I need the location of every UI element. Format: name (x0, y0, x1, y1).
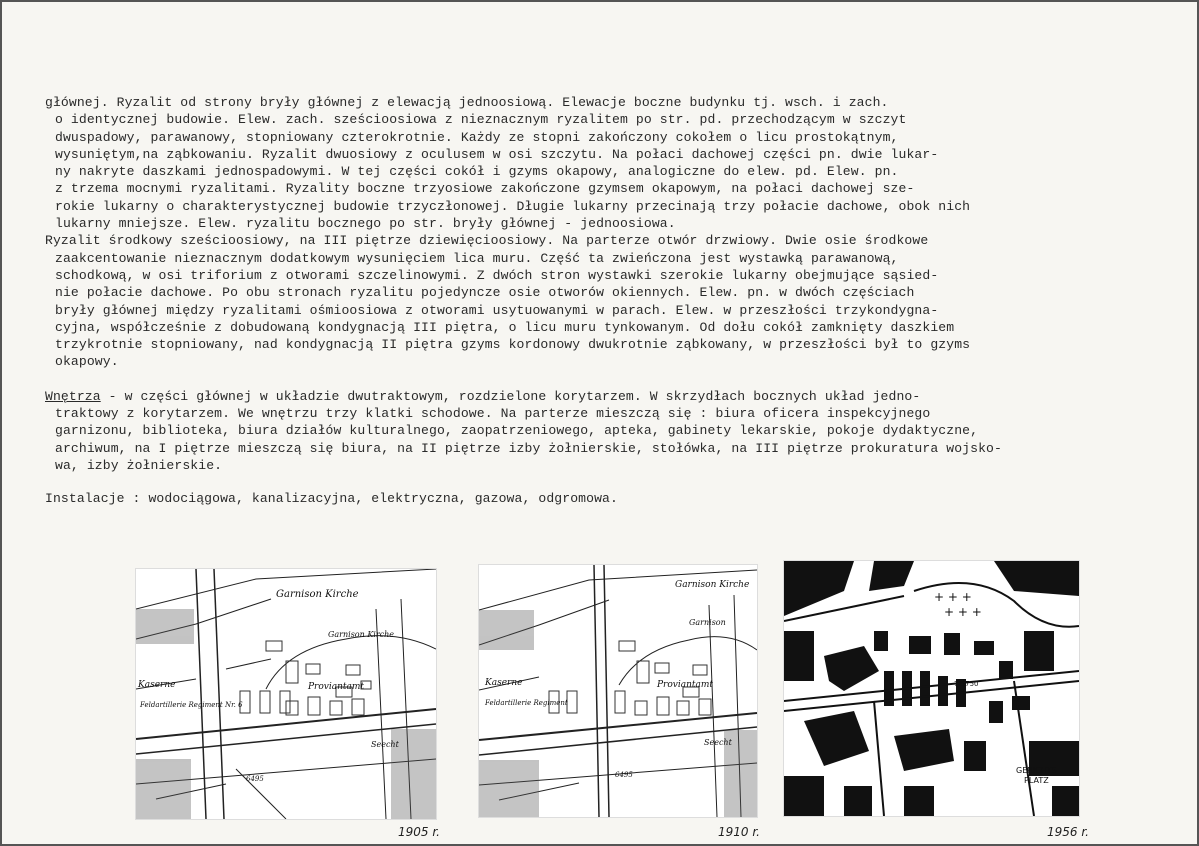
svg-text:+ + +: + + + (934, 590, 972, 604)
map-1910-label-proviant: Proviantamt (657, 680, 714, 690)
map-1910-drawing (479, 565, 757, 817)
text-line: nie połacie dachowe. Po obu stronach ryzalitu pojedyncze osie otworów okiennych. Elew. pn. w dwóch częściach (55, 285, 915, 301)
map-1905-year: 1905 r. (398, 825, 440, 839)
historical-map-1956 (783, 560, 1080, 817)
map-1910-label-church2: Garnison (689, 618, 726, 627)
text-line: bryły głównej między ryzalitami ośmioosiowa z otworami usytuowanymi w parach. Elew. w przeszłości trzykondygna- (55, 302, 939, 318)
map-1910-label-kaserne: Kaserne (485, 678, 523, 688)
text-line: o identycznej budowie. Elew. zach. sześcioosiowa z nieznacznym ryzalitem po str. pd. przechodzącym w szczyt (55, 112, 907, 128)
text-line: dwuspadowy, parawanowy, stopniowany czterokrotnie. Każdy ze stopni zakończony cokołem o licu prostokątnym, (55, 129, 899, 145)
text-line: lukarny mniejsze. Elew. ryzalitu bocznego po str. bryły głównej - jednoosiowa. (55, 216, 676, 232)
map-1956-label-c: 72.750 (954, 680, 979, 688)
text-line: archiwum, na I piętrze mieszczą się biura, na II piętrze izby żołnierskie, stołówka, na III piętrze prokuratura wojsko- (55, 440, 1002, 456)
text-line: cyjna, współcześnie z dobudowaną kondygnacją III piętra, o licu muru tynkowanym. Od dołu cokół zamknięty daszkiem (55, 319, 955, 335)
svg-text:+ + +: + + + (944, 605, 982, 619)
text-line: wa, izby żołnierskie. (55, 457, 223, 473)
text-line: Ryzalit środkowy sześcioosiowy, na III piętrze dziewięcioosiowy. Na parterze otwór drzwiowy. Dwie osie środkowe (45, 233, 929, 249)
document-text (45, 94, 1155, 508)
text-line: głównej. Ryzalit od strony bryły głównej z elewacją jednoosiową. Elewacje boczne budynku tj. wsch. i zach. (45, 95, 889, 110)
map-1910-year: 1910 r. (718, 825, 760, 839)
historical-map-1905 (135, 568, 437, 820)
map-1905-label-regiment: Feldartillerie Regiment Nr. 6 (140, 701, 243, 709)
text-line: z trzema mocnymi ryzalitami. Ryzality boczne trzyosiowe zakończone gzymsem okapowym, na połaci dachowej sze- (55, 181, 915, 197)
interiors-heading: Wnętrza (45, 388, 101, 404)
text-line: schodkową, w osi triforium z otworami szczelinowymi. Z dwóch stron wystawki szerokie lukarny obejmujące sąsied- (55, 267, 939, 283)
text-line: wysuniętym,na ząbkowaniu. Ryzalit dwuosiowy z oculusem w osi szczytu. Na połaci dachowej części pn. dwie lukar- (55, 146, 939, 162)
interiors-first-line (45, 388, 1155, 405)
map-1956-label-b: PLATZ (1024, 776, 1049, 785)
map-1956-label-a: GERICHTS (1016, 766, 1057, 775)
map-1910-label-regiment: Feldartillerie Regiment (485, 699, 568, 707)
map-1956-drawing (784, 561, 1079, 816)
map-1956-year: 1956 r. (1047, 825, 1089, 839)
text-line: zaakcentowanie nieznacznym dodatkowym wysunięciem lica muru. Część ta zwieńczona jest wystawką parawanową, (55, 250, 899, 266)
installations-line: Instalacje : wodociągowa, kanalizacyjna, elektryczna, gazowa, odgromowa. (45, 491, 618, 507)
text-line: okapowy. (55, 354, 119, 370)
text-line: traktowy z korytarzem. We wnętrzu trzy klatki schodowe. Na parterze mieszczą się : biura oficera inspekcyjnego (55, 406, 931, 422)
historical-map-1910 (478, 564, 758, 818)
map-1905-label-proviant: Proviantamt (308, 682, 365, 692)
map-1905-label-num: 6495 (246, 775, 264, 783)
map-1905-label-church2: Garnison Kirche (328, 630, 395, 639)
map-1910-label-church: Garnison Kirche (675, 580, 750, 590)
text-line: garnizonu, biblioteka, biura działów kulturalnego, zaopatrzeniowego, apteka, gabinety lekarskie, pokoje dydaktyczne, (55, 423, 979, 439)
map-1905-label-church: Garnison Kirche (276, 589, 359, 600)
text-line: rokie lukarny o charakterystycznej budowie trzyczłonowej. Długie lukarny przecinają trzy połacie dachowe, obok nich (55, 198, 971, 214)
map-1905-drawing (136, 569, 436, 819)
text-line: trzykrotnie stopniowany, nad kondygnacją II piętra gzyms kordonowy dwukrotnie ząbkowany, w przeszłości był to gzyms (55, 337, 971, 353)
spacer (45, 474, 1155, 490)
map-1905-label-street: Seecht (371, 740, 399, 749)
text-line: ny nakryte daszkami jednospadowymi. W tej części cokół i gzyms okapowy, analogiczne do elew. pd. Elew. pn. (55, 164, 899, 180)
map-1910-label-num: 6495 (615, 771, 633, 779)
interiors-text: - w części głównej w układzie dwutraktowym, rozdzielone korytarzem. W skrzydłach bocznych układ jedno- (100, 388, 921, 404)
map-1905-label-kaserne: Kaserne (138, 680, 176, 690)
spacer (45, 371, 1155, 388)
map-1910-label-street: Seecht (704, 738, 732, 747)
